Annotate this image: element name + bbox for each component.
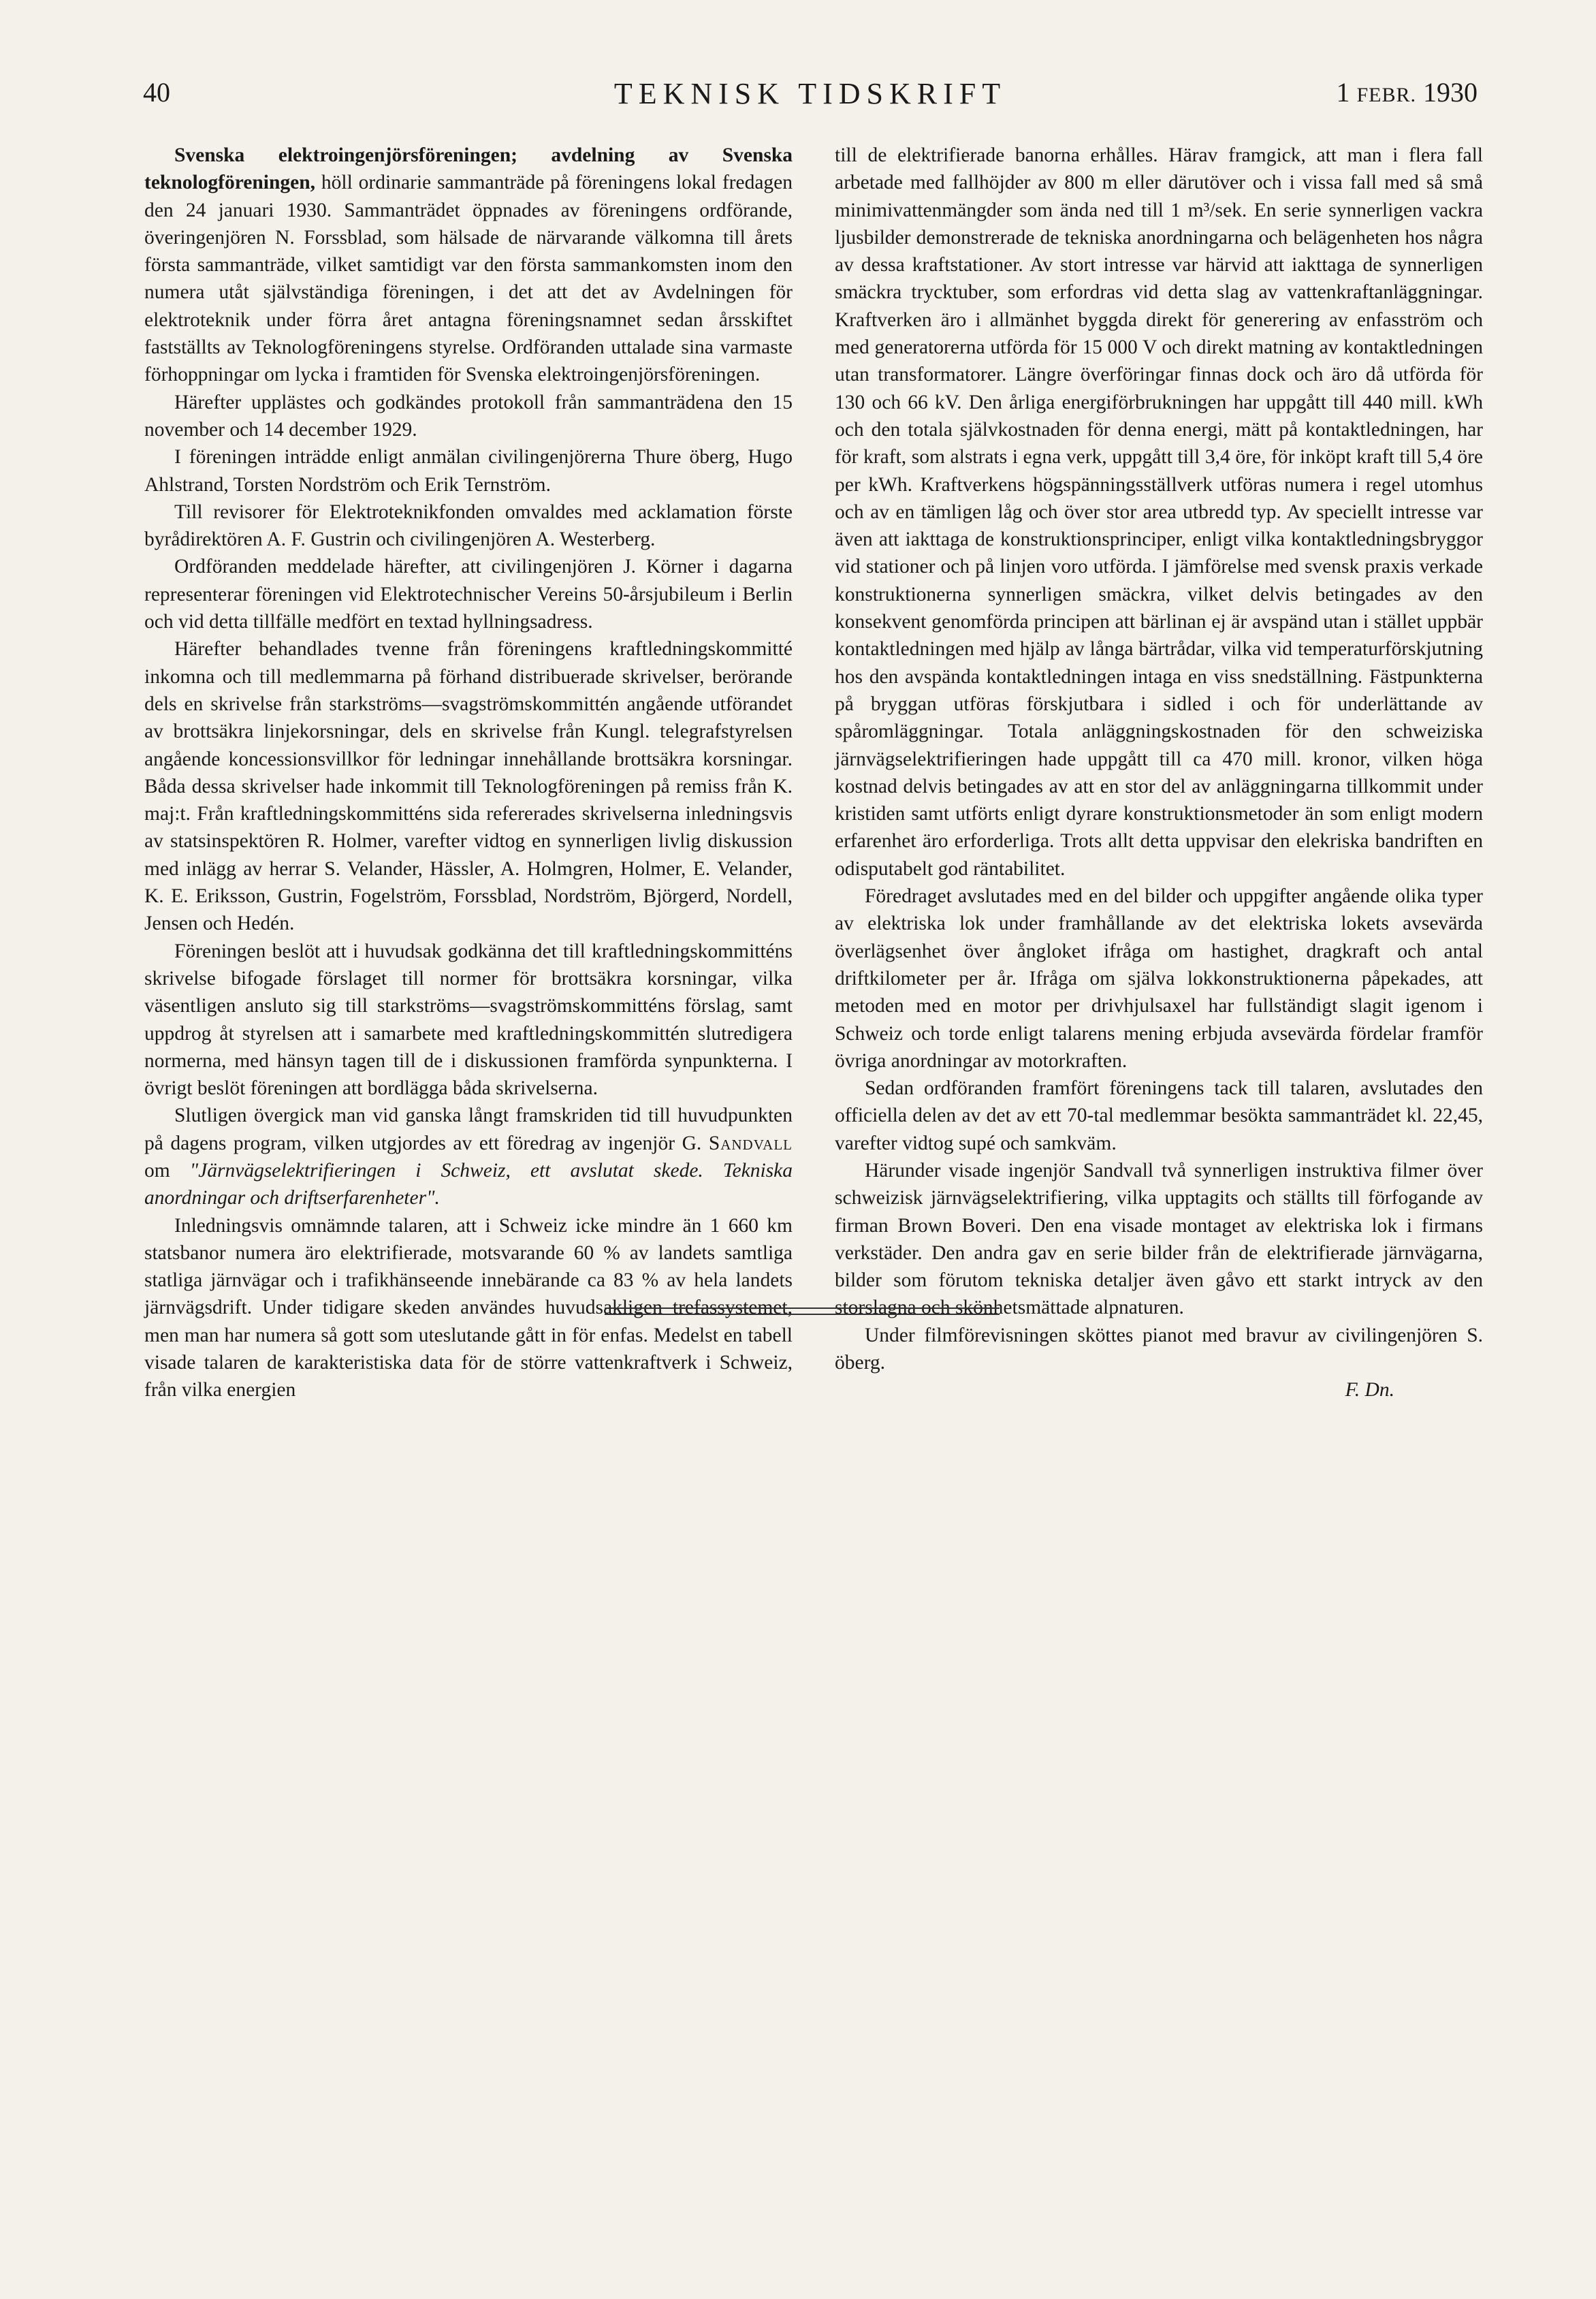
issue-date	[1336, 76, 1478, 108]
paragraph: Ordföranden meddelade härefter, att civilingenjören J. Körner i dagarna representerar föreningen vid Elektrotechnischer Vereins 50-årsjubileum i Berlin och vid detta tillfälle medfört en textad hyllningsadress.	[144, 556, 793, 633]
paragraph: Inledningsvis omnämnde talaren, att i Schweiz icke mindre än 1 660 km statsbanor numera äro elektrifierade, motsvarande 60 % av landets samtliga statliga järnvägar och i trafikhänseende innebärande ca 83 % av hela landets järnvägsdrift. Under tidigare skeden användes huvudsakligen trefassystemet, men man har numera så gott som uteslutande gått in för enfas. Medelst en tabell visade talaren de karakteristiska data för de större vattenkraftverk i Schweiz, från vilka energien	[144, 1214, 793, 1401]
issue-day: 1	[1336, 77, 1350, 108]
paragraph: Härunder visade ingenjör Sandvall två synnerligen instruktiva filmer över schweizisk järnvägselektrifiering, vilka upptagits och ställts till förfogande av firman Brown Boveri. Den ena visade montaget av elektriska lok i firmans verkstäder. Den andra gav en serie bilder från de elektrifierade järnvägarna, bilder som förutom tekniska detaljer även gåvo ett starkt intryck av den storslagna och skönhetsmättade alpnaturen.	[835, 1159, 1483, 1319]
issue-year: 1930	[1423, 77, 1478, 108]
article-lead: Svenska elektroingenjörsföreningen; avdelning av Svenska teknologföreningen,	[144, 144, 793, 194]
author-signature: F. Dn.	[1345, 1379, 1394, 1401]
paragraph-text: Slutligen övergick man vid ganska långt framskriden tid till huvudpunkten på dagens program, vilken utgjordes av ett föredrag av ingenjör G.	[144, 1105, 793, 1154]
paragraph: Sedan ordföranden framfört föreningens tack till talaren, avslutades den officiella delen av det av ett 70-tal medlemmar besökta sammanträdet kl. 22,45, varefter vidtog supé och samkväm.	[835, 1077, 1483, 1154]
paragraph-text: höll ordinarie sammanträde på föreningens lokal fredagen den 24 januari 1930. Sammanträdet öppnades av föreningens ordförande, överingenjören N. Forssblad, som hälsade de närvarande välkomna till årets första sammanträde, vilket samtidigt var den första sammankomsten inom den numera utåt självständiga föreningen, i det att det av Avdelningen för elektroteknik under förra året antagna föreningsnamnet sedan årsskiftet fastställts av Teknologföreningens styrelse. Ordföranden uttalade sina varmaste förhoppningar om lycka i framtiden för Svenska elektroingenjörsföreningen.	[144, 172, 793, 386]
page-number: 40	[143, 77, 170, 108]
paragraph: Härefter behandlades tvenne från föreningens kraftledningskommitté inkomna och till medlemmarna på förhand distribuerade skrivelser, berörande dels en skrivelse från starkströms—svagströmskommittén angående utförandet av brottsäkra linjekorsningar, dels en skrivelse från Kungl. telegrafstyrelsen angående koncessionsvillkor för ledningar innehållande brottsäkra korsningar. Båda dessa skrivelser hade inkommit till Teknologföreningen på remiss från K. maj:t. Från kraftledningskommitténs sida refererades skrivelserna inledningsvis av statsinspektören R. Holmer, varefter vidtog en synnerligen livlig diskussion med inlägg av herrar S. Velander, Hässler, A. Holmgren, Holmer, E. Velander, K. E. Eriksson, Gustrin, Fogelström, Forssblad, Nordström, Björgerd, Nordell, Jensen och Hedén.	[144, 638, 793, 935]
speaker-name: Sandvall	[708, 1132, 793, 1154]
paragraph	[144, 142, 793, 389]
paragraph: Härefter upplästes och godkändes protokoll från sammanträdena den 15 november och 14 december 1929.	[144, 391, 793, 441]
paragraph: Föreningen beslöt att i huvudsak godkänna det till kraftledningskommitténs skrivelse bifogade förslaget till normer för brottsäkra korsningar, vilka väsentligen ansluto sig till starkströms—svagströmskommitténs förslag, samt uppdrog åt styrelsen att i samarbete med kraftledningskommittén slutredigera normerna, med hänsyn tagen till de i diskussionen framförda synpunkterna. I övrigt beslöt föreningen att bordlägga båda skrivelserna.	[144, 940, 793, 1100]
paragraph: Under filmförevisningen sköttes pianot med bravur av civilingenjören S. öberg.	[835, 1324, 1483, 1374]
paragraph: I föreningen inträdde enligt anmälan civilingenjörerna Thure öberg, Hugo Ahlstrand, Torsten Nordström och Erik Ternström.	[144, 446, 793, 496]
section-divider	[605, 1307, 1000, 1315]
journal-title: TEKNISK TIDSKRIFT	[613, 77, 1007, 110]
right-column	[835, 142, 1483, 1404]
paragraph: till de elektrifierade banorna erhålles. Härav framgick, att man i flera fall arbetade med fallhöjder av 800 m eller därutöver och i vissa fall med så små minimivattenmängder som ända ned till 1 m³/sek. En serie synnerligen vackra ljusbilder demonstrerade de tekniska anordningarna och belägenheten hos några av dessa kraftstationer. Av stort intresse var härvid att iakttaga de synnerligen smäckra trycktuber, som erfordras vid detta slag av vattenkraftanläggningar. Kraftverken äro i allmänhet byggda direkt för generering av enfasström och med generatorerna utförda för 15 000 V och direkt matning av kontaktledningen utan transformatorer. Längre överföringar finnas dock och äro då utförda för 130 och 66 kV. Den årliga energiförbrukningen har uppgått till 440 mill. kWh och den totala självkostnaden för denna energi, mätt på kontaktledningen, har för kraft, som alstrats i egna verk, uppgått till 3,4 öre, för inköpt kraft till 5,4 öre per kWh. Kraftverkens högspänningsställverk utföras numera i regel utomhus och av en tämligen låg och över stor area utbredd typ. Av speciellt intresse var även att iakttaga de konstruktionsprinciper, enligt vilka kontaktledningsbryggor vid stationer och på linjen voro utförda. I jämförelse med svensk praxis verkade konstruktionerna synnerligen smäckra, vilket delvis betingades av den konsekvent genomförda principen att bärlinan ej är avspänd utan i stället uppbär kontaktledningen med hjälp av långa bärtrådar, vilka vid temperaturförskjutning hos den avspända kontaktledningen intaga en viss snedställning. Fästpunkterna på bryggan utföras förskjutbara i sidled i och för underlättande av spåromläggningar. Totala anläggningskostnaden för den schweiziska järnvägselektrifieringen hade uppgått till ca 470 mill. kronor, vilken höga kostnad delvis betingades av att en stor del av anläggningarna tillkommit under kristiden samt utförts enligt dyrare konstruktionsmetoder än som enligt modern erfarenhet äro erforderliga. Trots allt detta uppvisar den elekriska bandriften en odisputabelt god räntabilitet.	[835, 144, 1483, 880]
paragraph: Till revisorer för Elektroteknikfonden omvaldes med acklamation förste byrådirektören A. F. Gustrin och civilingenjören A. Westerberg.	[144, 501, 793, 551]
paragraph: Föredraget avslutades med en del bilder och uppgifter angående olika typer av elektriska lok under framhållande av det elektriska lokets avsevärda överlägsenhet över ångloket ifråga om hastighet, dragkraft och antal driftkilometer per år. Ifråga om själva lokkonstruktionerna påpekades, att metoden med en motor per drivhjulsaxel har fullständigt slagit igenom i Schweiz och torde enligt talarens mening erbjuda avsevärda fördelar framför övriga anordningar av motorkraften.	[835, 885, 1483, 1072]
left-column	[144, 142, 793, 1404]
paragraph	[144, 1102, 793, 1211]
lecture-title: "Järnvägselektrifieringen i Schweiz, ett avslutat skede. Tekniska anordningar och driftserfarenheter".	[144, 1159, 793, 1209]
page-header	[143, 76, 1478, 124]
paragraph-text: om	[144, 1159, 170, 1182]
issue-month: FEBR.	[1356, 84, 1416, 106]
